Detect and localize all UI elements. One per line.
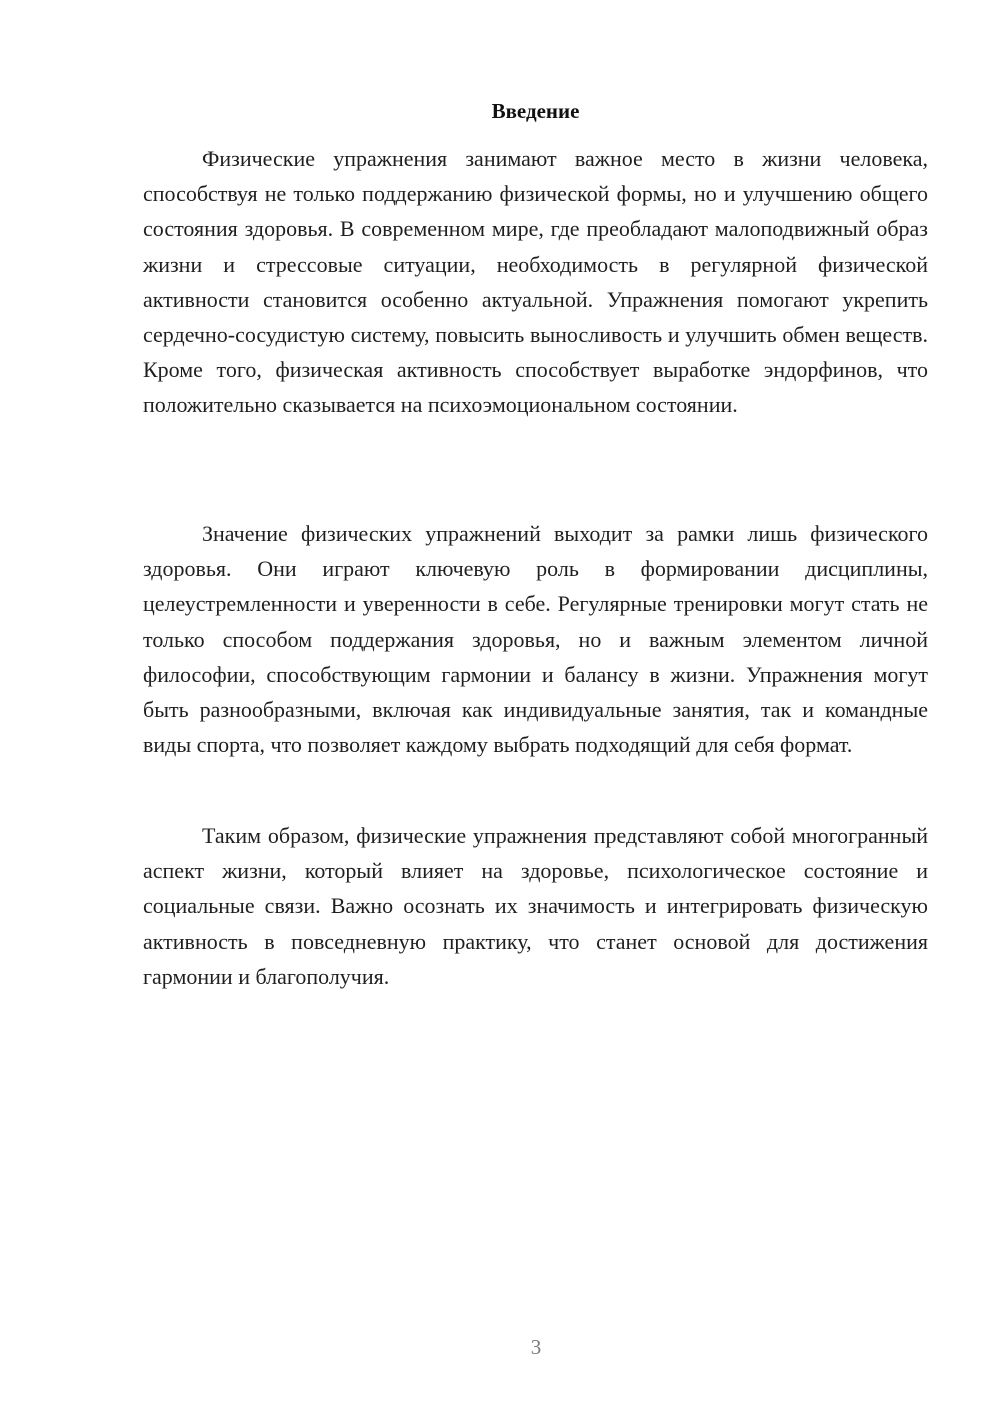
paragraph-2: Значение физических упражнений выходит за рамки лишь физического здоровья. Они играют ключевую роль в формировании дисциплины, целеустремленности и уверенности в себе. Регулярные тренировки могут стать не только способом поддержания здоровья, но и важным элементом личной философии, способствующим гармонии и балансу в жизни. Упражнения могут быть разнообразными, включая как индивидуальные занятия, так и командные виды спорта, что позволяет каждому выбрать подходящий для себя формат.	[143, 521, 928, 758]
paragraph-3: Таким образом, физические упражнения представляют собой многогранный аспект жизни, который влияет на здоровье, психологическое состояние и социальные связи. Важно осознать их значимость и интегрировать физическую активность в повседневную практику, что станет основой для достижения гармонии и благополучия.	[143, 823, 928, 989]
page-number: 3	[530, 1335, 542, 1359]
paragraph-1: Физические упражнения занимают важное место в жизни человека, способствуя не только поддержанию физической формы, но и улучшению общего состояния здоровья. В современном мире, где преобладают малоподвижный образ жизни и стрессовые ситуации, необходимость в регулярной физической активности становится особенно актуальной. Упражнения помогают укрепить сердечно-сосудистую систему, повысить выносливость и улучшить обмен веществ. Кроме того, физическая активность способствует выработке эндорфинов, что положительно сказывается на психоэмоциональном состоянии.	[143, 146, 928, 418]
section-heading: Введение	[491, 99, 580, 123]
